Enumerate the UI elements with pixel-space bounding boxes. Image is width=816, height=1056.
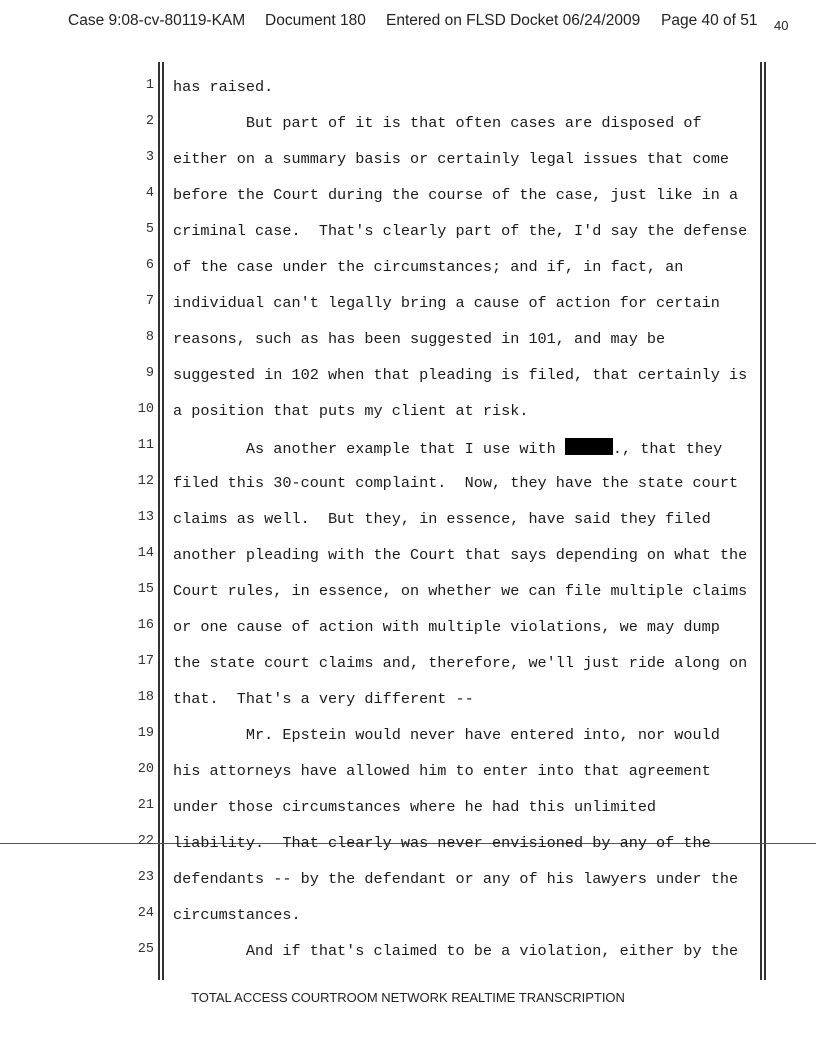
line-text: But part of it is that often cases are disposed of <box>173 114 702 132</box>
transcript-line <box>0 546 816 582</box>
document-number: Document 180 <box>265 12 366 29</box>
line-text: another pleading with the Court that says depending on what the <box>173 546 748 564</box>
line-text: Court rules, in essence, on whether we can file multiple claims <box>173 582 748 600</box>
line-number: 25 <box>137 942 154 957</box>
transcript-line <box>0 222 816 258</box>
line-text: individual can't legally bring a cause of action for certain <box>173 294 720 312</box>
line-number: 24 <box>137 906 154 921</box>
line-text: or one cause of action with multiple violations, we may dump <box>173 618 720 636</box>
line-text: criminal case. That's clearly part of the, I'd say the defense <box>173 222 748 240</box>
transcript-line <box>0 78 816 114</box>
case-number: Case 9:08-cv-80119-KAM <box>68 12 246 29</box>
line-text-after-redaction: ., that they <box>612 440 723 458</box>
transcript-page-number: 40 <box>774 18 789 33</box>
line-text-before-redaction: As another example that I use with <box>173 440 565 458</box>
line-text: either on a summary basis or certainly legal issues that come <box>173 150 729 168</box>
line-text: under those circumstances where he had this unlimited <box>173 798 657 816</box>
transcript-line <box>0 366 816 402</box>
line-number: 19 <box>137 726 154 741</box>
page-footer: TOTAL ACCESS COURTROOM NETWORK REALTIME TRANSCRIPTION <box>191 990 625 1005</box>
line-text: reasons, such as has been suggested in 101, and may be <box>173 330 666 348</box>
transcript-line <box>0 150 816 186</box>
line-number: 23 <box>137 870 154 885</box>
transcript-line <box>0 618 816 654</box>
line-text: has raised. <box>173 78 274 96</box>
line-text: the state court claims and, therefore, we'll just ride along on <box>173 654 748 672</box>
transcript-line <box>0 834 816 870</box>
line-number: 15 <box>137 582 154 597</box>
transcript-line <box>0 474 816 510</box>
line-text: before the Court during the course of the case, just like in a <box>173 186 739 204</box>
line-text: claims as well. But they, in essence, have said they filed <box>173 510 711 528</box>
transcript-line <box>0 690 816 726</box>
line-text: a position that puts my client at risk. <box>173 402 529 420</box>
line-number: 4 <box>145 186 154 201</box>
transcript-line <box>0 294 816 330</box>
line-number: 21 <box>137 798 154 813</box>
line-text: filed this 30-count complaint. Now, they have the state court <box>173 474 739 492</box>
line-text: liability. That clearly was never envisioned by any of the <box>173 834 711 852</box>
transcript-line <box>0 726 816 762</box>
transcript-line <box>0 438 816 474</box>
line-text: suggested in 102 when that pleading is filed, that certainly is <box>173 366 748 384</box>
transcript-line <box>0 942 816 978</box>
page-header <box>68 12 816 36</box>
line-text <box>173 438 722 458</box>
transcript-line <box>0 330 816 366</box>
docket-entry: Entered on FLSD Docket 06/24/2009 <box>386 12 641 29</box>
transcript-line <box>0 114 816 150</box>
line-number: 7 <box>145 294 154 309</box>
transcript-line <box>0 870 816 906</box>
transcript-line <box>0 582 816 618</box>
line-number: 6 <box>145 258 154 273</box>
page-indicator: Page 40 of 51 <box>661 12 758 29</box>
line-number: 8 <box>145 330 154 345</box>
line-number: 12 <box>137 474 154 489</box>
line-text: that. That's a very different -- <box>173 690 474 708</box>
transcript-line <box>0 654 816 690</box>
line-number: 5 <box>145 222 154 237</box>
transcript-line <box>0 258 816 294</box>
transcript-line <box>0 402 816 438</box>
line-number: 16 <box>137 618 154 633</box>
line-text: defendants -- by the defendant or any of his lawyers under the <box>173 870 739 888</box>
transcript-line <box>0 906 816 942</box>
line-number: 2 <box>145 114 154 129</box>
line-number: 11 <box>137 438 154 453</box>
line-text: of the case under the circumstances; and if, in fact, an <box>173 258 684 276</box>
line-text: circumstances. <box>173 906 301 924</box>
line-text: his attorneys have allowed him to enter into that agreement <box>173 762 711 780</box>
transcript-line <box>0 762 816 798</box>
redaction-box <box>565 438 613 455</box>
transcript-line <box>0 510 816 546</box>
line-number: 3 <box>145 150 154 165</box>
line-number: 18 <box>137 690 154 705</box>
line-number: 14 <box>137 546 154 561</box>
transcript-line <box>0 798 816 834</box>
transcript-line <box>0 186 816 222</box>
line-number: 20 <box>137 762 154 777</box>
line-text: And if that's claimed to be a violation, either by the <box>173 942 739 960</box>
line-number: 10 <box>137 402 154 417</box>
line-number: 9 <box>145 366 154 381</box>
line-text: Mr. Epstein would never have entered into, nor would <box>173 726 720 744</box>
line-number: 1 <box>145 78 154 93</box>
line-number: 22 <box>137 834 154 849</box>
line-number: 17 <box>137 654 154 669</box>
line-number: 13 <box>137 510 154 525</box>
